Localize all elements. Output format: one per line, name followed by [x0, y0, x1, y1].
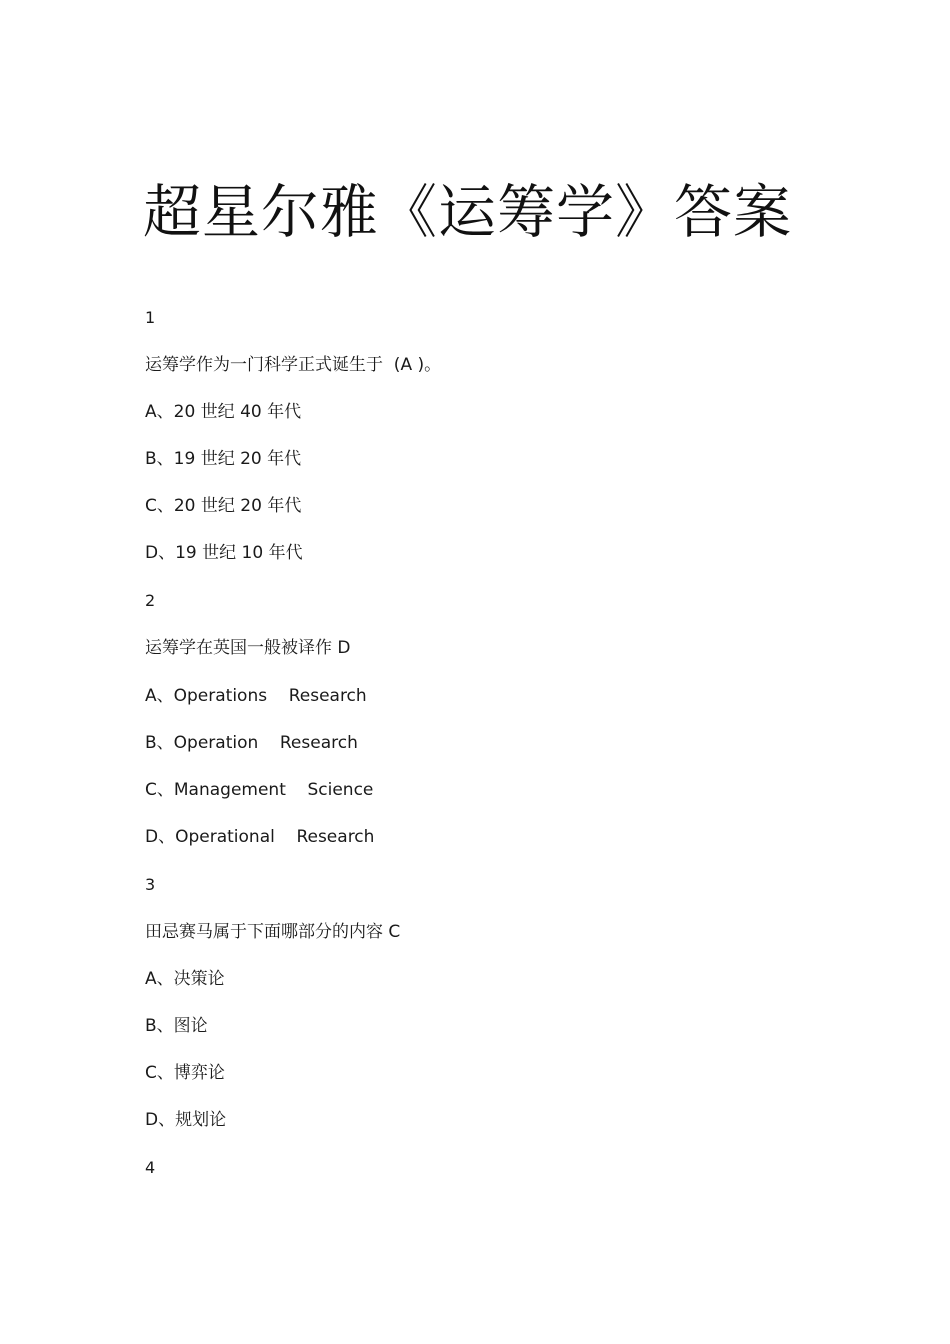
- answer-option: A、Operations Research: [145, 686, 367, 706]
- answer-option: B、图论: [145, 1016, 208, 1036]
- answer-option: D、19 世纪 10 年代: [145, 543, 303, 563]
- answer-option: D、Operational Research: [145, 827, 375, 847]
- answer-option: C、博弈论: [145, 1063, 225, 1083]
- document-title: 超星尔雅《运筹学》答案: [143, 178, 793, 246]
- answer-option: C、Management Science: [145, 780, 374, 800]
- answer-option: B、Operation Research: [145, 733, 358, 753]
- question-number: 1: [145, 308, 156, 327]
- answer-option: A、决策论: [145, 969, 225, 989]
- answer-option: B、19 世纪 20 年代: [145, 449, 302, 469]
- question-number: 2: [145, 591, 156, 610]
- question-stem: 田忌赛马属于下面哪部分的内容 C: [145, 922, 401, 942]
- question-stem: 运筹学作为一门科学正式诞生于 (A )。: [145, 355, 442, 375]
- question-stem: 运筹学在英国一般被译作 D: [145, 638, 351, 658]
- answer-option: D、规划论: [145, 1110, 227, 1130]
- question-number: 3: [145, 875, 156, 894]
- answer-option: C、20 世纪 20 年代: [145, 496, 302, 516]
- answer-option: A、20 世纪 40 年代: [145, 402, 302, 422]
- question-number: 4: [145, 1158, 156, 1177]
